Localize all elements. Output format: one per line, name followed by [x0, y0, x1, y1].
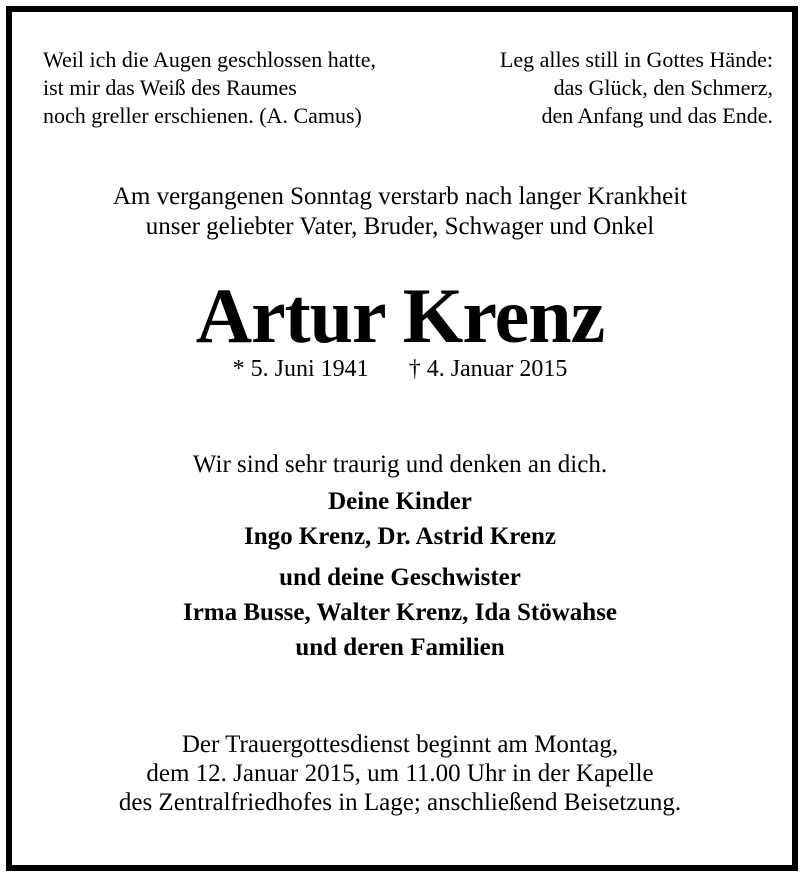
siblings-heading: und deine Geschwister — [279, 564, 521, 591]
camus-quote-line: noch greller erschienen. (A. Camus) — [43, 103, 362, 128]
mourning-text: Wir sind sehr traurig und denken an dich. — [192, 451, 608, 478]
funeral-service-info — [0, 730, 800, 817]
children-section — [0, 484, 800, 554]
camus-quote-line: ist mir das Weiß des Raumes — [43, 75, 297, 100]
birth-date: * 5. Juni 1941 — [232, 356, 369, 382]
death-announcement — [0, 182, 800, 242]
faith-verse-line: das Glück, den Schmerz, — [553, 75, 773, 100]
children-names: Ingo Krenz, Dr. Astrid Krenz — [243, 523, 557, 550]
service-line: des Zentralfriedhofes in Lage; anschließend Beisetzung. — [118, 789, 682, 816]
death-announcement-line: unser geliebter Vater, Bruder, Schwager und Onkel — [145, 213, 655, 240]
service-line: Der Trauergottesdienst beginnt am Montag, — [181, 731, 619, 758]
faith-verse-line: den Anfang und das Ende. — [541, 103, 773, 128]
faith-verse-line: Leg alles still in Gottes Hände: — [499, 47, 773, 72]
deceased-name: Artur Krenz — [195, 272, 605, 359]
life-dates — [0, 355, 800, 383]
siblings-names: Irma Busse, Walter Krenz, Ida Stöwahse — [182, 599, 618, 626]
camus-quote-line: Weil ich die Augen geschlossen hatte, — [43, 47, 377, 72]
service-line: dem 12. Januar 2015, um 11.00 Uhr in der Kapelle — [146, 760, 654, 787]
children-heading: Deine Kinder — [328, 488, 472, 515]
families-line: und deren Familien — [295, 634, 505, 661]
faith-verse — [500, 46, 773, 130]
camus-quote — [43, 46, 376, 130]
death-announcement-line: Am vergangenen Sonntag verstarb nach langer Krankheit — [112, 183, 688, 210]
death-date: † 4. Januar 2015 — [408, 356, 568, 382]
siblings-section — [0, 560, 800, 665]
